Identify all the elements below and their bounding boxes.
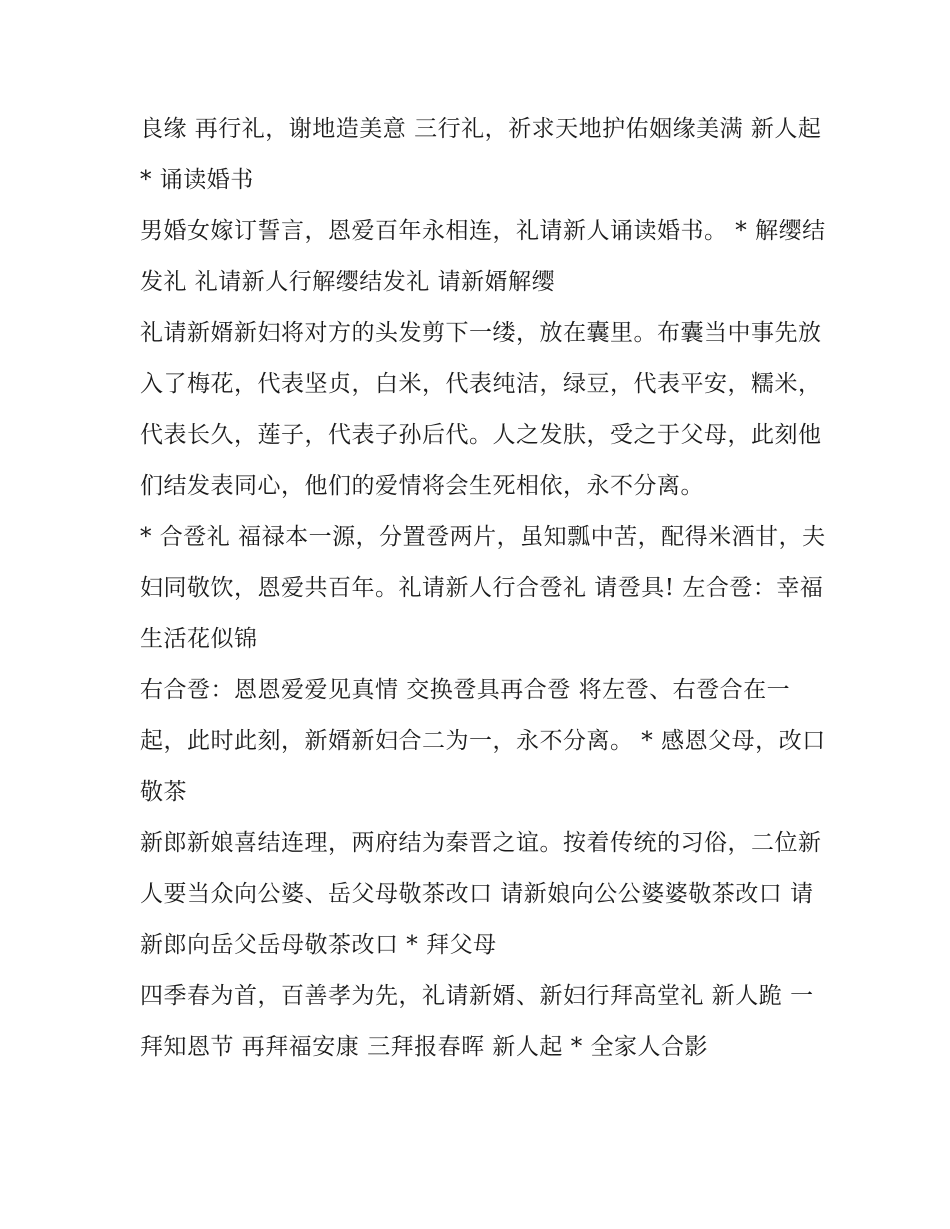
paragraph: 男婚女嫁订誓言，恩爱百年永相连，礼请新人诵读婚书。 * 解缨结发礼 礼请新人行解缨结发礼 请新婿解缨: [140, 218, 826, 295]
paragraph: 良缘 再行礼，谢地造美意 三行礼，祈求天地护佑姻缘美满 新人起 * 诵读婚书: [140, 116, 830, 193]
paragraph: 礼请新婿新妇将对方的头发剪下一缕，放在囊里。布囊当中事先放入了梅花，代表坚贞，白米，代表纯洁，绿豆，代表平安，糯米，代表长久，莲子，代表子孙后代。人之发肤，受之于父母，此刻他们结发表同心，他们的爱情将会生死相依，永不分离。: [140, 320, 822, 499]
paragraph: 右合卺：恩恩爱爱见真情 交换卺具再合卺 将左卺、右卺合在一起，此时此刻，新婿新妇合二为一，永不分离。 * 感恩父母，改口敬茶: [140, 677, 826, 805]
document-body: [140, 104, 830, 1073]
paragraph: 四季春为首，百善孝为先，礼请新婿、新妇行拜高堂礼 新人跪 一拜知恩节 再拜福安康 三拜报春晖 新人起 * 全家人合影: [140, 983, 814, 1060]
paragraph: * 合卺礼 福禄本一源，分置卺两片，虽知瓢中苦，配得米酒甘，夫妇同敬饮，恩爱共百年。礼请新人行合卺礼 请卺具! 左合卺：幸福生活花似锦: [140, 524, 826, 652]
paragraph: 新郎新娘喜结连理，两府结为秦晋之谊。按着传统的习俗，二位新人要当众向公婆、岳父母敬茶改口 请新娘向公公婆婆敬茶改口 请新郎向岳父岳母敬茶改口 * 拜父母: [140, 830, 822, 958]
